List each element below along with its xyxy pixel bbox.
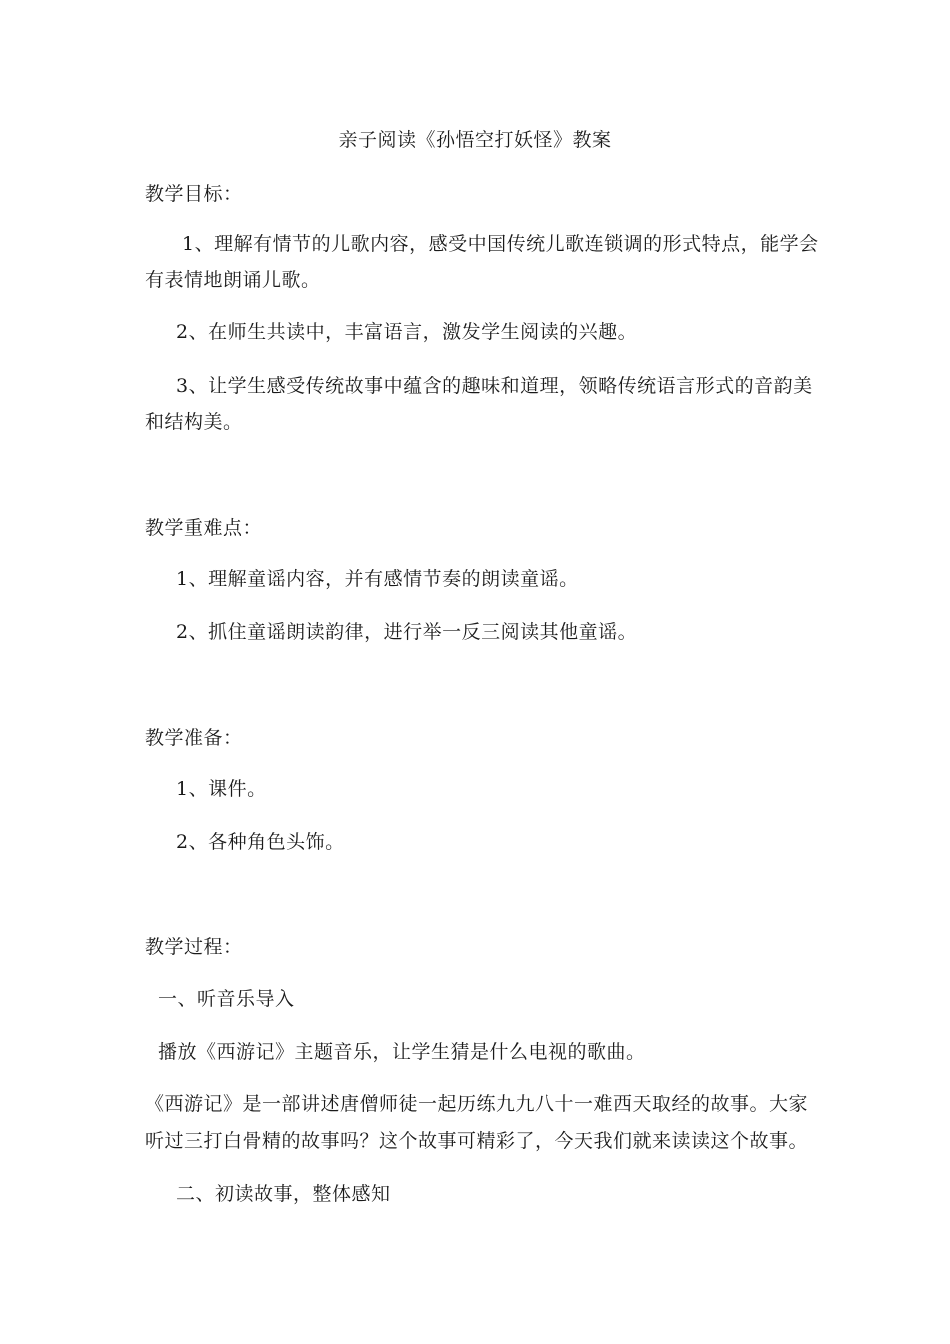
- objective-item-2: 2、在师生共读中，丰富语言，激发学生阅读的兴趣。: [176, 321, 638, 343]
- process-step-2-title: 二、初读故事，整体感知: [176, 1183, 391, 1205]
- preparation-item-2: 2、各种角色头饰。: [176, 831, 345, 853]
- process-step-1-desc-line-2: 听过三打白骨精的故事吗？这个故事可精彩了，今天我们就来读读这个故事。: [145, 1130, 809, 1152]
- key-point-item-1: 1、理解童谣内容，并有感情节奏的朗读童谣。: [176, 568, 579, 590]
- process-step-1-desc-line-1: 《西游记》是一部讲述唐僧师徒一起历练九九八十一难西天取经的故事。大家: [145, 1093, 809, 1115]
- objective-item-3-line-1: 3、让学生感受传统故事中蕴含的趣味和道理，领略传统语言形式的音韵美: [176, 375, 813, 397]
- process-step-1-title: 一、听音乐导入: [158, 988, 295, 1010]
- objective-item-3-line-2: 和结构美。: [145, 411, 243, 433]
- process-heading: 教学过程：: [145, 936, 243, 958]
- objective-item-1-line-1: 1、理解有情节的儿歌内容，感受中国传统儿歌连锁调的形式特点，能学会: [182, 233, 819, 255]
- preparation-heading: 教学准备：: [145, 727, 243, 749]
- key-points-heading: 教学重难点：: [145, 517, 263, 539]
- document-title: 亲子阅读《孙悟空打妖怪》教案: [338, 129, 612, 151]
- objective-item-1-line-2: 有表情地朗诵儿歌。: [145, 269, 321, 291]
- process-step-1-text: 播放《西游记》主题音乐，让学生猜是什么电视的歌曲。: [158, 1041, 646, 1063]
- key-point-item-2: 2、抓住童谣朗读韵律，进行举一反三阅读其他童谣。: [176, 621, 638, 643]
- objectives-heading: 教学目标：: [145, 183, 243, 205]
- preparation-item-1: 1、课件。: [176, 778, 267, 800]
